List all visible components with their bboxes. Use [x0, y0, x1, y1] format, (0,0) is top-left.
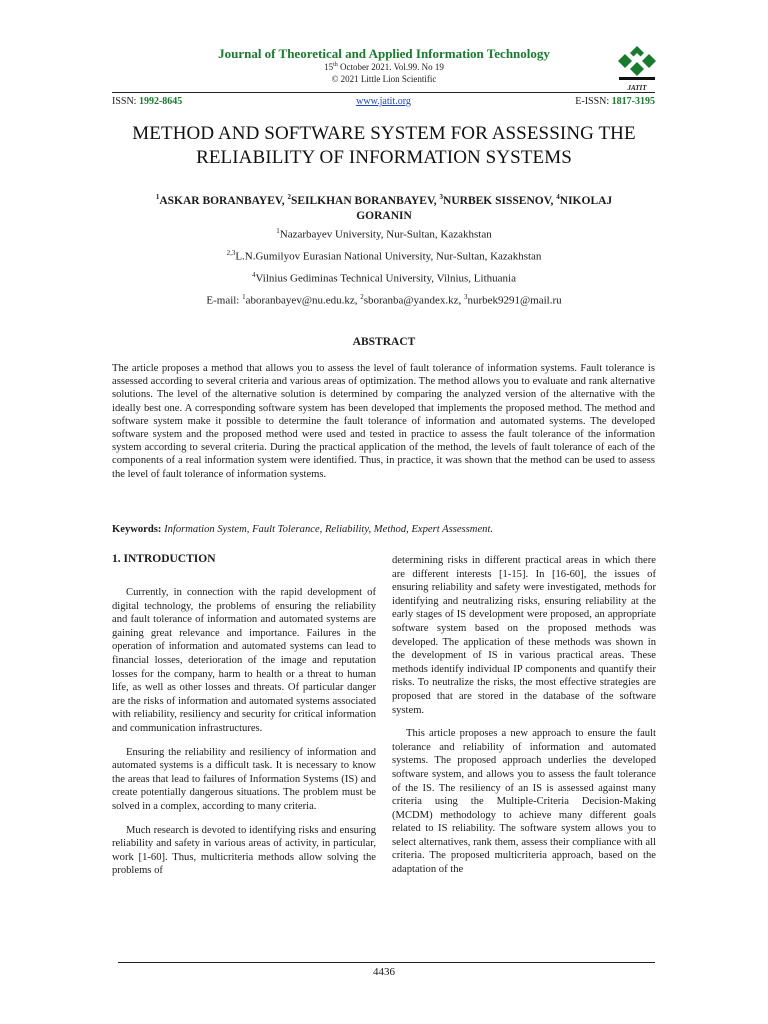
section-heading: 1. INTRODUCTION — [112, 553, 216, 565]
issn-label: ISSN: — [112, 96, 139, 107]
email-address[interactable]: sboranba@yandex.kz, — [363, 294, 464, 307]
header-rule — [112, 92, 655, 93]
issn-value: 1992-8645 — [138, 96, 183, 107]
affiliation-sup: 2,3 — [226, 249, 236, 257]
affiliation-text: L.N.Gumilyov Eurasian National University, Nur-Sultan, Kazakhstan — [235, 250, 542, 263]
issue-day: 15 — [324, 62, 334, 72]
affiliation — [0, 271, 768, 285]
author-sup: 2 — [287, 193, 291, 201]
paragraph: Currently, in connection with the rapid development of digital technology, the problems of ensuring the reliability and fault tolerance of information and automated systems are gaining great relevance and importance. Failures in the operation of information and automated systems can lead to financial losses, deterioration of the image and reputation losses for the company, harm to health or a threat to human life, as well as other losses and threats. Of particular danger are the risks of information and automated systems associated with reliability, resiliency and security for critical information and communication infrastructures. — [112, 587, 376, 734]
author-name: ASKAR BORANBAYEV, — [159, 194, 288, 207]
affiliation — [0, 249, 768, 263]
eissn — [575, 96, 655, 107]
paragraph: determining risks in different practical areas in which there are different interests [1-15]. In [16-60], the issues of ensuring reliability and safety were investigated, methods for identifying and neutralizing risks, ensuring reliability at the early stages of IS development were proposed, an appropriate software system based on the proposed methods was developed. The application of these methods was shown in the development of IS in various practical areas. These methods identify individual IP components and quantify their risks. To neutralize the risks, the most effective strategies are proposed that are stored in the database of the software system. — [392, 555, 656, 716]
keywords — [112, 523, 655, 536]
email-sup: 3 — [463, 293, 468, 301]
keywords-label: Keywords: — [112, 524, 165, 535]
paragraph: Ensuring the reliability and resiliency of information and automated systems is a difficult task. It is necessary to know the areas that lead to failures of Information Systems (IS) and create potentially dangerous situations. The problem must be solved in a complex, according to many criteria. — [112, 746, 376, 812]
abstract-text: The article proposes a method that allows you to assess the level of fault tolerance of information systems. Fault tolerance is assessed according to several criteria and various areas of optimization. The method allows you to evaluate and rank alternative solutions. The level of the alternative solution is determined by comparing the analyzed version of the alternative with the ideally best one. A corresponding software system has been developed that implements the proposed method. The method and software system make it possible to determine the fault tolerance of information and automated systems. The developed software system and the proposed method were used and tested in practice to assess the fault tolerance of the information system according to several criteria. During the practical application of the method, the levels of fault tolerance of each of the components of a real information system were identified. Thus, in practice, it was shown that the method can be used to assess the level of fault tolerance of information systems. — [112, 363, 655, 480]
eissn-label: E-ISSN: — [575, 96, 612, 107]
author-name: NIKOLAJ GORANIN — [356, 194, 613, 222]
left-column — [112, 586, 376, 878]
issue-suffix: th — [333, 62, 338, 68]
affiliation-text: Nazarbayev University, Nur-Sultan, Kazakhstan — [279, 228, 492, 241]
affiliation-sup: 1 — [276, 227, 280, 235]
footer-rule — [118, 962, 655, 963]
jatit-logo-icon — [617, 44, 657, 82]
author-list — [140, 190, 628, 224]
logo-text: JATIT — [627, 84, 647, 92]
email-line — [0, 293, 768, 307]
email-sup: 2 — [360, 293, 364, 301]
title-line-1: METHOD AND SOFTWARE SYSTEM FOR ASSESSING THE — [132, 123, 636, 144]
email-sup: 1 — [242, 293, 246, 301]
title-line-2: RELIABILITY OF INFORMATION SYSTEMS — [196, 147, 572, 168]
affiliation-sup: 4 — [252, 271, 256, 279]
journal-title: Journal of Theoretical and Applied Information Technology — [218, 46, 550, 61]
right-column — [392, 554, 656, 877]
email-label: E-mail: — [206, 294, 243, 307]
eissn-value: 1817-3195 — [611, 96, 655, 107]
paragraph: This article proposes a new approach to ensure the fault tolerance and reliability of information and automated systems. The proposed approach underlies the developed software system, and allows you to assess the fault tolerance of the IS. The resiliency of an IS is assessed against many criteria using the Multiple-Criteria Decision-Making (MCDM) methodology to achieve many different goals related to IS reliability. The software system allows you to select alternatives, rank them, assess their compliance with all criteria. The proposed multicriteria approach, based on the adaptation of the — [392, 728, 656, 876]
copyright: © 2021 Little Lion Scientific — [331, 74, 437, 84]
affiliation — [0, 227, 768, 241]
author-name: SEILKHAN BORANBAYEV, — [290, 194, 440, 207]
issue-rest: October 2021. Vol.99. No 19 — [337, 62, 444, 72]
author-sup: 3 — [439, 193, 444, 201]
paragraph: Much research is devoted to identifying risks and ensuring reliability and safety in various areas of activity, in particular, work [1-60]. Thus, multicriteria methods allow solving the problems of — [112, 824, 376, 877]
author-name: NURBEK SISSENOV, — [443, 194, 557, 207]
email-address[interactable]: nurbek9291@mail.ru — [467, 294, 562, 307]
affiliation-text: Vilnius Gediminas Technical University, Vilnius, Lithuania — [255, 272, 516, 285]
jatit-logo — [617, 44, 657, 90]
email-address[interactable]: aboranbayev@nu.edu.kz, — [245, 294, 361, 307]
page-number: 4436 — [373, 966, 395, 978]
author-sup: 1 — [155, 193, 160, 201]
website-link[interactable]: www.jatit.org — [356, 96, 411, 107]
paper-title — [90, 122, 678, 170]
abstract-heading: ABSTRACT — [352, 336, 416, 348]
author-sup: 4 — [556, 193, 560, 201]
keywords-value: Information System, Fault Tolerance, Reliability, Method, Expert Assessment. — [164, 524, 494, 535]
